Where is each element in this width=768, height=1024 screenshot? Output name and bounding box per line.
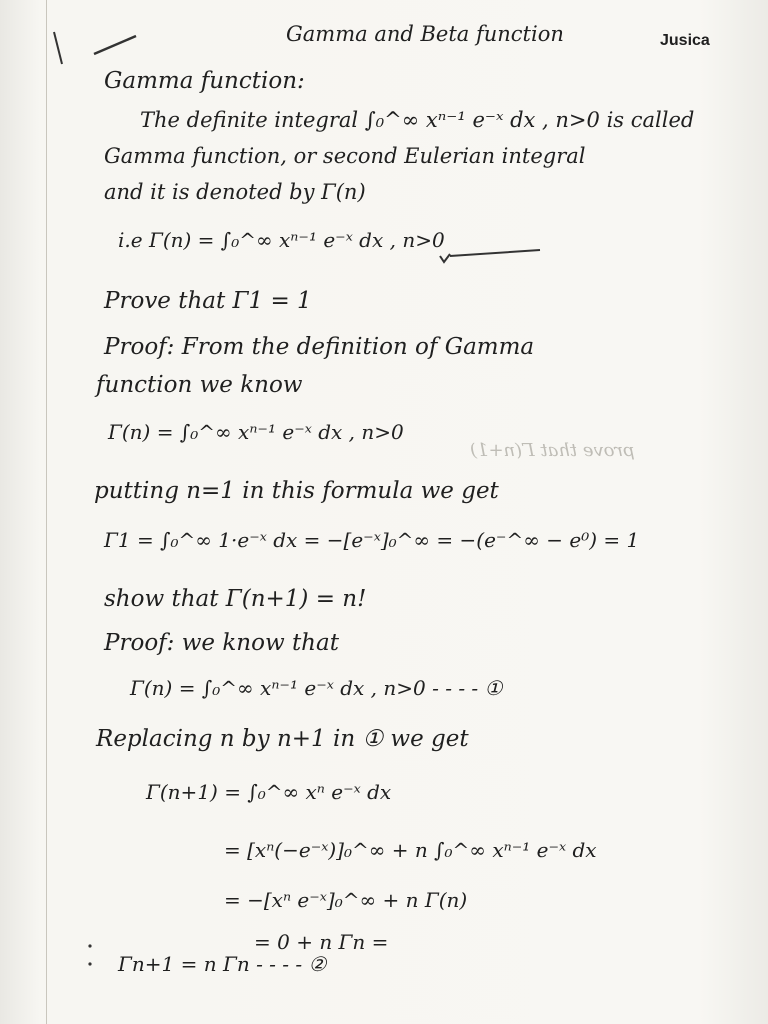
prove-statement-2: show that Γ(n+1) = n! [104,586,367,612]
proof2-equation-3: = [xⁿ(−e⁻ˣ)]₀^∞ + n ∫₀^∞ xⁿ⁻¹ e⁻ˣ dx [224,838,597,862]
definition-line-1: The definite integral ∫₀^∞ xⁿ⁻¹ e⁻ˣ dx , n>0 is called [140,108,695,132]
definition-line-3: and it is denoted by Γ(n) [104,180,366,204]
proof2-line-1: Proof: we know that [104,630,339,656]
proof2-equation-4: = −[xⁿ e⁻ˣ]₀^∞ + n Γ(n) [224,888,468,912]
pen-mark [40,14,150,74]
proof2-equation-1: Γ(n) = ∫₀^∞ xⁿ⁻¹ e⁻ˣ dx , n>0 - - - - ① [130,676,503,700]
underline-mark [436,246,546,266]
proof-equation-1: Γ(n) = ∫₀^∞ xⁿ⁻¹ e⁻ˣ dx , n>0 [108,420,404,444]
author-label: Jusica [660,32,710,49]
proof-line-2: function we know [96,372,303,398]
proof-line-1: Proof: From the definition of Gamma [104,334,535,360]
definition-equation: i.e Γ(n) = ∫₀^∞ xⁿ⁻¹ e⁻ˣ dx , n>0 [118,228,445,252]
margin-dots [82,936,102,996]
proof-equation-2: Γ1 = ∫₀^∞ 1·e⁻ˣ dx = −[e⁻ˣ]₀^∞ = −(e⁻^∞ − e⁰) = 1 [104,528,640,552]
prove-statement-1: Prove that Γ1 = 1 [104,288,312,314]
page-title: Gamma and Beta function [286,22,564,46]
proof2-equation-2: Γ(n+1) = ∫₀^∞ xⁿ e⁻ˣ dx [146,780,392,804]
section-heading: Gamma function: [104,68,305,94]
margin-line [46,0,47,1024]
definition-line-2: Gamma function, or second Eulerian integral [104,144,586,168]
proof-line-3: putting n=1 in this formula we get [94,478,499,504]
bleed-through-text: prove that Γ(n+1) [470,440,635,461]
proof2-line-2: Replacing n by n+1 in ① we get [96,726,469,752]
proof2-equation-5: = 0 + n Γn = [254,930,389,954]
proof2-equation-6: Γn+1 = n Γn - - - - ② [118,952,327,976]
